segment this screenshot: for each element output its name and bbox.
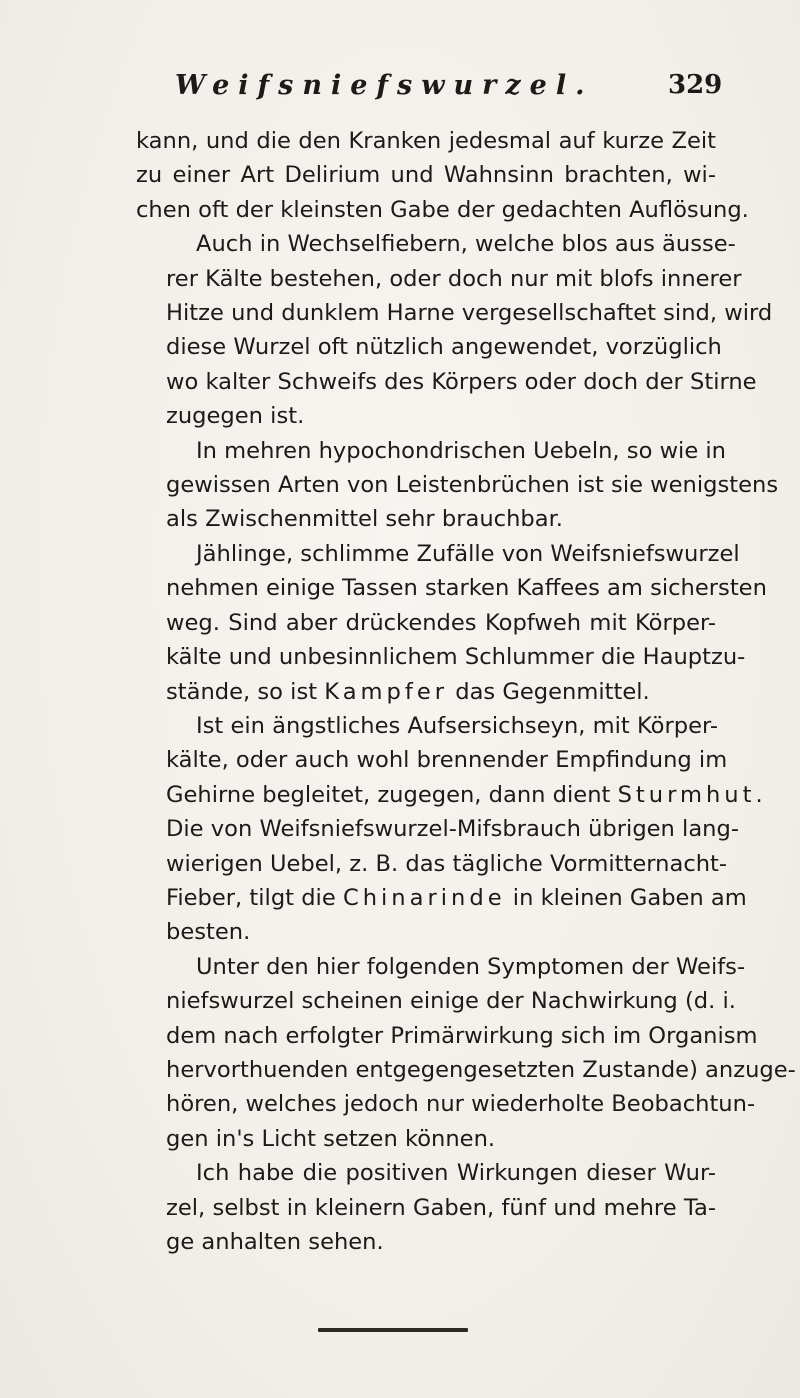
text-line: nehmen einige Tassen starken Kaffees am sichersten (166, 575, 767, 602)
text-line: Ich habe die positiven Wirkungen dieser Wur- (196, 1160, 716, 1187)
text-line: wierigen Uebel, z. B. das tägliche Vormitternacht- (166, 850, 728, 877)
text-line: In mehren hypochondrischen Uebeln, so wie in (196, 437, 727, 464)
text-line: Unter den hier folgenden Symptomen der Weifs- (196, 953, 746, 980)
text-segment: in kleinen Gaben am (512, 884, 747, 911)
text-line: dem nach erfolgter Primärwirkung sich im Organism (166, 1022, 758, 1049)
paragraph-3 (136, 434, 779, 537)
text-line: als Zwischenmittel sehr brauchbar. (166, 506, 563, 533)
text-segment: Gehirne begleitet, zugegen, dann dient (166, 781, 611, 808)
paragraph-7 (136, 1156, 716, 1259)
paragraph-1 (136, 124, 749, 227)
text-line: Jählinge, schlimme Zufälle von Weifsniefswurzel (196, 540, 740, 567)
text-line: zu einer Art Delirium und Wahnsinn brachten, wi- (136, 162, 716, 189)
text-line (136, 881, 747, 915)
text-line (136, 675, 716, 709)
text-line: gewissen Arten von Leistenbrüchen ist sie wenigstens (166, 472, 779, 499)
paragraph-6 (136, 950, 796, 1156)
text-segment: stände, so ist (166, 678, 318, 705)
text-segment: Fieber, tilgt die (166, 884, 336, 911)
text-line: Hitze und dunklem Harne vergesellschaftet sind, wird (166, 300, 773, 327)
text-line: Die von Weifsniefswurzel-Mifsbrauch übrigen lang- (166, 816, 739, 843)
text-line: niefswurzel scheinen einige der Nachwirkung (d. i. (166, 988, 736, 1015)
paragraph-4 (136, 537, 767, 709)
remedy-name-sturmhut: Sturmhut. (617, 781, 767, 808)
text-segment: das Gegenmittel. (455, 678, 650, 705)
text-line: ge anhalten sehen. (166, 1229, 384, 1255)
text-line: rer Kälte bestehen, oder doch nur mit blofs innerer (166, 265, 742, 292)
running-head (0, 70, 800, 110)
text-line: Auch in Wechselfiebern, welche blos aus äusse- (196, 231, 736, 258)
text-line: wo kalter Schweifs des Körpers oder doch der Stirne (166, 368, 757, 395)
remedy-name-kampfer: Kampfer (324, 678, 449, 705)
text-line: kälte, oder auch wohl brennender Empfindung im (166, 747, 728, 774)
text-line: Ist ein ängstliches Aufsersichseyn, mit Körper- (196, 712, 719, 739)
text-line: zugegen ist. (166, 403, 305, 430)
body-text (136, 124, 796, 1259)
text-line: weg. Sind aber drückendes Kopfweh mit Körper- (166, 609, 716, 636)
paragraph-5 (136, 709, 767, 950)
text-line: diese Wurzel oft nützlich angewendet, vorzüglich (166, 334, 722, 361)
text-line: gen in's Licht setzen können. (166, 1125, 496, 1152)
text-line (136, 778, 767, 812)
text-line: besten. (166, 919, 251, 946)
text-line: hören, welches jedoch nur wiederholte Beobachtun- (166, 1091, 756, 1118)
text-line: hervorthuenden entgegengesetzten Zustande) anzuge- (166, 1056, 796, 1083)
paragraph-2 (136, 227, 773, 433)
text-line: kälte und unbesinnlichem Schlummer die Hauptzu- (166, 644, 746, 671)
page-number: 329 (668, 70, 723, 100)
closing-rule (318, 1328, 468, 1332)
text-line: chen oft der kleinsten Gabe der gedachten Auflösung. (136, 196, 749, 223)
running-head-title: Weifsniefswurzel. (175, 70, 594, 101)
text-line: zel, selbst in kleinern Gaben, fünf und mehre Ta- (166, 1194, 716, 1221)
remedy-name-chinarinde: Chinarinde (342, 884, 506, 911)
text-line: kann, und die den Kranken jedesmal auf kurze Zeit (136, 128, 716, 154)
